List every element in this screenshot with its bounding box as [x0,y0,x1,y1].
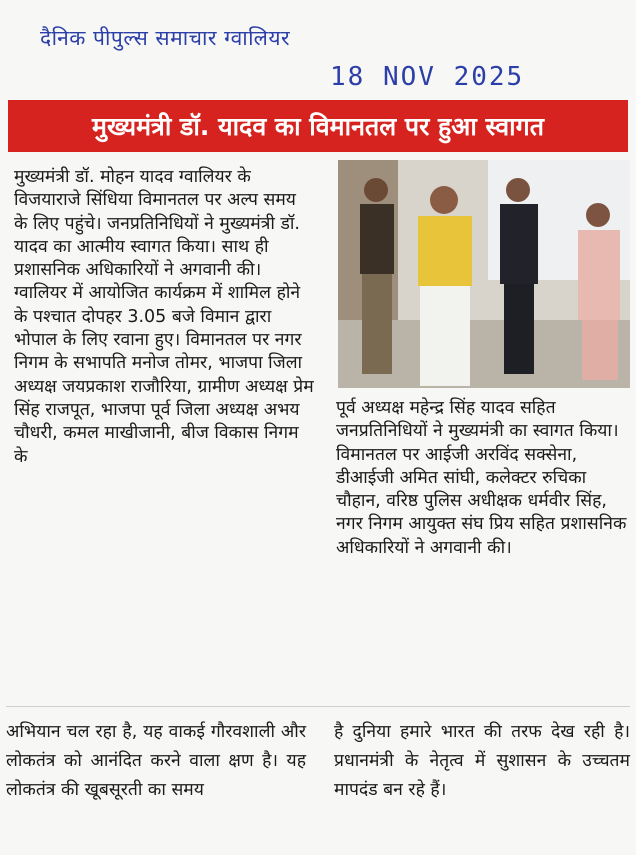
photo-illustration [338,160,630,388]
publication-date: 18 NOV 2025 [330,62,525,92]
headline-bar [8,100,628,152]
headline: मुख्यमंत्री डॉ. यादव का विमानतल पर हुआ स्वागत [92,112,544,141]
section-divider [6,706,630,707]
article-bottom-right: है दुनिया हमारे भारत की तरफ देख रही है। प्रधानमंत्री के नेतृत्व में सुशासन के उच्चतम मापदंड बन रहे हैं। [334,722,630,800]
article-right-column: पूर्व अध्यक्ष महेन्द्र सिंह यादव सहित जनप्रतिनिधियों ने मुख्यमंत्री का स्वागत किया। विमानतल पर आईजी अरविंद सक्सेना, डीआईजी अमित सांघी, कलेक्टर रुचिका चौहान, वरिष्ठ पुलिस अधीक्षक धर्मवीर सिंह, नगर निगम आयुक्त संघ प्रिय सहित प्रशासनिक अधिकारियों ने अगवानी की। [336,398,627,558]
news-photo [338,160,630,388]
newspaper-masthead: दैनिक पीपुल्स समाचार ग्वालियर [40,26,291,50]
article-bottom-left: अभियान चल रहा है, यह वाकई गौरवशाली और लोकतंत्र को आनंदित करने वाला क्षण है। यह लोकतंत्र की खूबसूरती का समय [6,722,306,800]
article-left-column: मुख्यमंत्री डॉ. मोहन यादव ग्वालियर के विजयाराजे सिंधिया विमानतल पर अल्प समय के लिए पहुंचे। जनप्रतिनिधियों ने मुख्यमंत्री डॉ. यादव का आत्मीय स्वागत किया। साथ ही प्रशासनिक अधिकारियों ने अगवानी की। ग्वालियर में आयोजित कार्यक्रम में शामिल होने के पश्चात दोपहर 3.05 बजे विमान द्वारा भोपाल के लिए रवाना हुए। विमानतल पर नगर निगम के सभापति मनोज तोमर, भाजपा जिला अध्यक्ष जयप्रकाश राजौरिया, ग्रामीण अध्यक्ष प्रेम सिंह राजपूत, भाजपा पूर्व जिला अध्यक्ष अभय चौधरी, कमल माखीजानी, बीज विकास निगम के [14,167,314,467]
